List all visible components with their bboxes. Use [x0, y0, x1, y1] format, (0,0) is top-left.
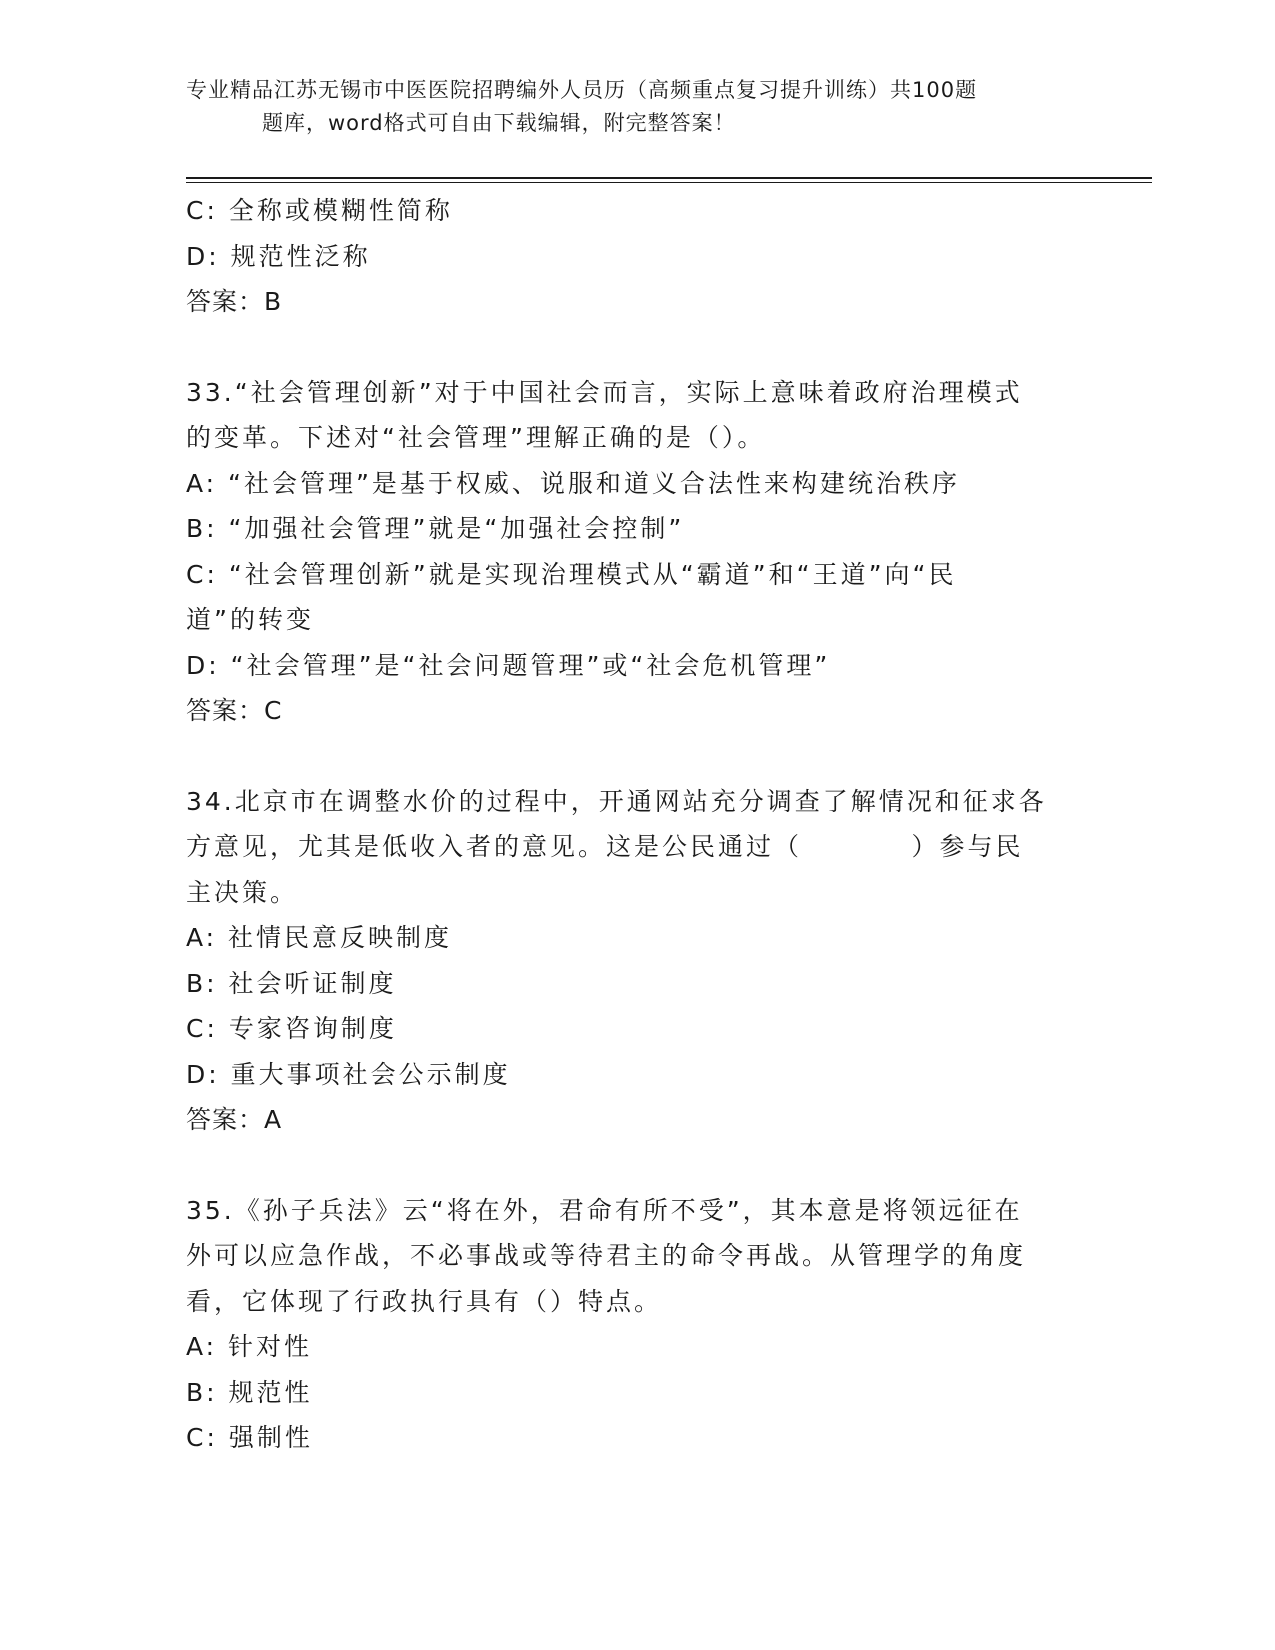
question-33 — [186, 370, 1086, 734]
option-a: A: 针对性 — [186, 1332, 313, 1361]
previous-question-tail — [186, 188, 1086, 325]
question-35 — [186, 1188, 1086, 1461]
option-b: B: 规范性 — [186, 1377, 313, 1407]
question-text-line: 33.“社会管理创新”对于中国社会而言，实际上意味着政府治理模式 — [186, 377, 1023, 407]
spacer — [186, 734, 1086, 779]
option-a: A: “社会管理”是基于权威、说服和道义合法性来构建统治秩序 — [186, 468, 960, 498]
question-text-line: 35.《孙子兵法》云“将在外，君命有所不受”，其本意是将领远征在 — [186, 1195, 1023, 1225]
answer: 答案：B — [186, 287, 283, 316]
header-rule-thick — [186, 177, 1152, 179]
answer: 答案：C — [186, 696, 283, 725]
question-text-line: 34.北京市在调整水价的过程中，开通网站充分调查了解情况和征求各 — [186, 786, 1047, 816]
option-d: D: 规范性泛称 — [186, 241, 371, 271]
document-body — [186, 188, 1086, 1461]
question-text-line: 看，它体现了行政执行具有（）特点。 — [186, 1286, 663, 1316]
header-rule-thin — [186, 182, 1152, 183]
option-c: C: 全称或模糊性简称 — [186, 196, 453, 225]
option-c: C: “社会管理创新”就是实现治理模式从“霸道”和“王道”向“民 — [186, 559, 957, 589]
question-text-line: 外可以应急作战，不必事战或等待君主的命令再战。从管理学的角度 — [186, 1241, 1027, 1270]
option-d: D: 重大事项社会公示制度 — [186, 1059, 511, 1089]
option-b: B: 社会听证制度 — [186, 968, 397, 998]
option-a: A: 社情民意反映制度 — [186, 923, 453, 952]
option-c-continued: 道”的转变 — [186, 605, 314, 634]
option-c: C: 专家咨询制度 — [186, 1014, 397, 1043]
header-title-line-1: 专业精品江苏无锡市中医医院招聘编外人员历（高频重点复习提升训练）共100题 — [186, 78, 978, 102]
question-text-line: 方意见，尤其是低收入者的意见。这是公民通过（ ）参与民 — [186, 832, 1024, 861]
page-header — [186, 74, 1086, 140]
answer: 答案：A — [186, 1105, 283, 1134]
question-34 — [186, 779, 1086, 1143]
question-text-line: 的变革。下述对“社会管理”理解正确的是（）。 — [186, 423, 766, 452]
option-d: D: “社会管理”是“社会问题管理”或“社会危机管理” — [186, 650, 831, 680]
spacer — [186, 1143, 1086, 1188]
question-text-line: 主决策。 — [186, 877, 299, 907]
option-c: C: 强制性 — [186, 1423, 313, 1452]
header-title-line-2: 题库，word格式可自由下载编辑，附完整答案！ — [262, 111, 736, 135]
option-b: B: “加强社会管理”就是“加强社会控制” — [186, 514, 685, 543]
spacer — [186, 325, 1086, 370]
